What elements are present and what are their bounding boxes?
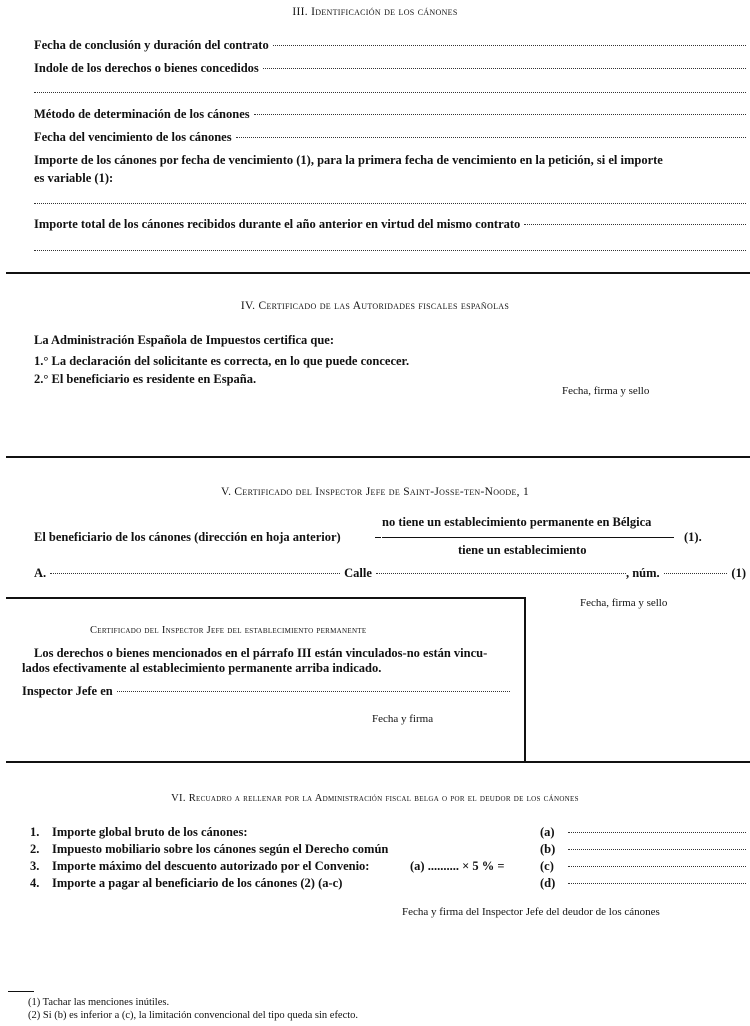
section-3-heading: III. Identificación de los cánones [292,6,458,18]
section-5-signature: Fecha, firma y sello [580,597,668,609]
section-divider [6,761,750,763]
field-importe-total [34,217,746,232]
row-4 [30,876,746,891]
section-4-intro: La Administración Española de Impuestos certifica que: [34,333,335,347]
option-no-establishment[interactable]: no tiene un establecimiento permanente en Bélgica [382,515,652,529]
box-text-line1: Los derechos o bienes mencionados en el párrafo III están vinculados-no están vincu- [34,646,488,660]
field-label: Indole de los derechos o bienes concedidos [34,61,259,75]
fill-line[interactable] [524,224,746,225]
fill-line-a[interactable] [50,573,340,574]
section-4-item-1: 1.° La declaración del solicitante es correcta, en lo que puede concecer. [34,354,410,368]
row-tag: (a) [540,825,555,839]
section-6-signature: Fecha y firma del Inspector Jefe del deudor de los cánones [402,906,660,918]
row-fill[interactable] [568,866,746,867]
fill-line-importe[interactable] [34,203,746,204]
field-label: Fecha de conclusión y duración del contrato [34,38,269,52]
row-number: 3. [30,859,40,873]
section-4-heading: IV. Certificado de las Autoridades fiscales españolas [240,300,510,312]
field-metodo [34,107,746,122]
section-4-item-2: 2.° El beneficiario es residente en España. [34,372,257,386]
row-number: 1. [30,825,40,839]
section-5-heading: V. Certificado del Inspector Jefe de Saint-Josse-ten-Noode, 1 [220,486,530,498]
field-label: Método de determinación de los cánones [34,107,250,121]
row-fill[interactable] [568,883,746,884]
box-right-border [524,597,526,761]
fill-line-num[interactable] [664,573,728,574]
row-label: Importe global bruto de los cánones: [52,825,248,839]
row-1 [30,825,746,840]
address-line [34,566,746,581]
inspector-label: Inspector Jefe en [22,684,113,698]
num-label: , núm. [625,566,660,580]
fill-line-inspector[interactable] [117,691,510,692]
row-label: Impuesto mobiliario sobre los cánones según el Derecho común [52,842,389,856]
box-signature: Fecha y firma [372,713,434,725]
a-label: A. [34,566,47,580]
fill-line[interactable] [254,114,746,115]
field-fecha-conclusion [34,38,746,53]
box-heading: Certificado del Inspector Jefe del establecimiento permanente [90,625,367,636]
section-6-rows [30,825,746,901]
section-4-signature: Fecha, firma y sello [562,385,650,397]
row-fill[interactable] [568,832,746,833]
row-label: Importe a pagar al beneficiario de los cánones (2) (a-c) [52,876,343,890]
row-tag: (d) [540,876,556,890]
fill-line[interactable] [236,137,746,138]
box-text-line2: lados efectivamente al establecimiento permanente arriba indicado. [22,661,382,675]
field-fecha-vencimiento [34,130,746,145]
row-number: 2. [30,842,40,856]
row-formula: (a) .......... × 5 % = [410,859,505,873]
row-2 [30,842,746,857]
row-fill[interactable] [568,849,746,850]
footnote-1: (1) Tachar las menciones inútiles. [28,997,170,1008]
row-tag: (b) [540,842,556,856]
option-fraction-bar [382,537,674,538]
row-3 [30,859,746,874]
calle-label: Calle [344,566,372,580]
row-tag: (c) [540,859,554,873]
box-inspector-line [22,684,510,699]
fill-line-total[interactable] [34,250,746,251]
option-has-establishment[interactable]: tiene un establecimiento [458,543,587,557]
importe-text-line1: Importe de los cánones por fecha de vencimiento (1), para la primera fecha de vencimiento en la petición, si el importe [34,153,663,167]
footnote-2: (2) Si (b) es inferior a (c), la limitación convencional del tipo queda sin efecto. [28,1010,359,1021]
fill-line[interactable] [273,45,746,46]
field-label: Fecha del vencimiento de los cánones [34,130,232,144]
row-number: 4. [30,876,40,890]
dash [375,537,381,538]
row-label: Importe máximo del descuento autorizado por el Convenio: [52,859,370,873]
section-6-heading: VI. Recuadro a rellenar por la Administración fiscal belga o por el deudor de los cánones [171,793,579,804]
fill-line-continuation[interactable] [34,92,746,93]
beneficiary-text: El beneficiario de los cánones (dirección en hoja anterior) [34,530,341,544]
field-label: Importe total de los cánones recibidos durante el año anterior en virtud del mismo contrato [34,217,521,231]
footnote-rule [8,991,34,992]
section-divider [6,272,750,274]
note-end: (1) [731,566,746,580]
box-top-rule [6,597,524,599]
note-1: (1). [684,530,702,544]
fill-line-calle[interactable] [376,573,626,574]
importe-text-line2: es variable (1): [34,171,114,185]
fill-line[interactable] [263,68,746,69]
section-divider [6,456,750,458]
field-indole [34,61,746,76]
